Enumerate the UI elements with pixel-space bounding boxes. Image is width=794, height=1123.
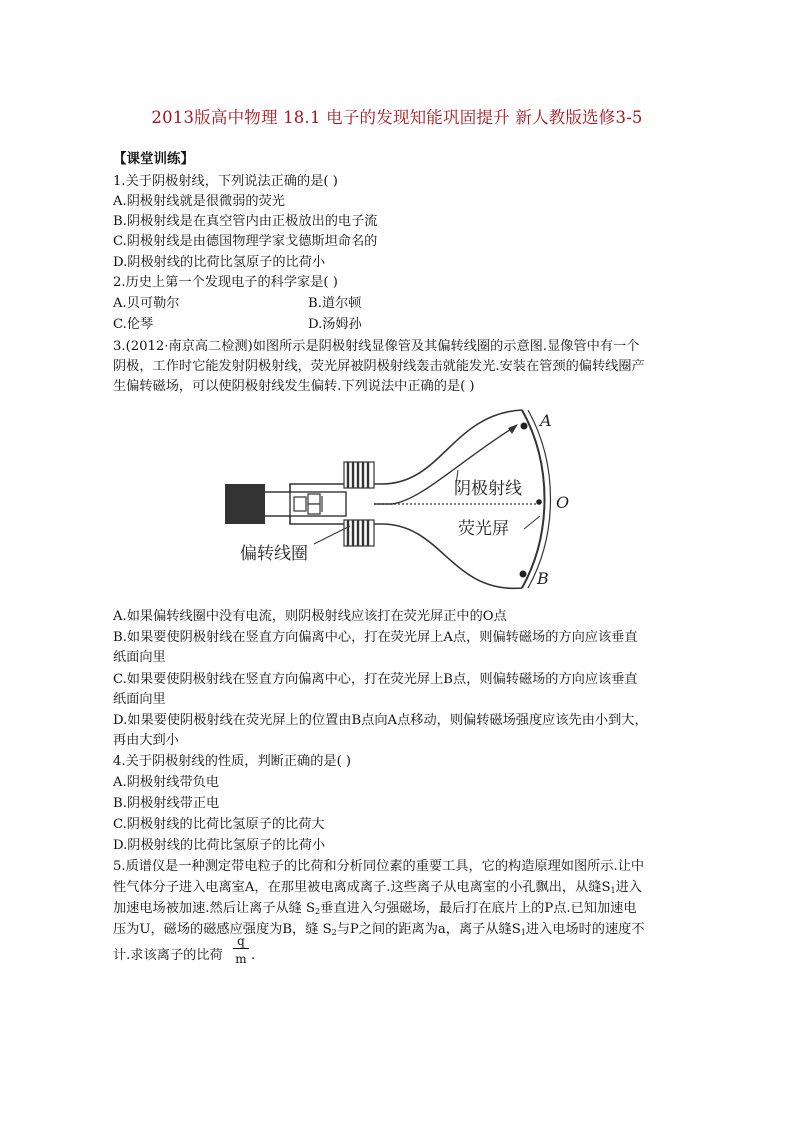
- point-b-dot: [520, 571, 527, 578]
- q3-stem-line1: 3.(2012·南京高二检测)如图所示是阴极射线显像管及其偏转线圈的示意图.显像管中有一个: [113, 339, 640, 354]
- q3-option-a: A.如果偏转线圈中没有电流，则阴极射线应该打在荧光屏正中的O点: [113, 609, 507, 624]
- fluorescent-screen: [522, 410, 545, 588]
- q5-period: .: [251, 948, 256, 963]
- q5-line5: 计.求该离子的比荷: [113, 948, 223, 963]
- screen-label-leader: [524, 516, 540, 529]
- label-screen: 荧光屏: [458, 519, 509, 539]
- gun-electrode-1: [294, 497, 306, 511]
- q1-option-b: B.阴极射线是在真空管内由正极放出的电子流: [113, 214, 378, 229]
- q4-option-c: C.阴极射线的比荷比氢原子的比荷大: [113, 817, 325, 832]
- q4-option-d: D.阴极射线的比荷比氢原子的比荷小: [113, 838, 326, 853]
- q5-line3: 加速电场被加速.然后让离子从缝 $S_2$垂直进入匀强磁场，最后打在底片上的P点.已知加速电: [113, 901, 637, 916]
- q2-option-b: B.道尔顿: [308, 296, 362, 311]
- crt-figure: [222, 404, 582, 590]
- q3-stem-line2: 阴极，工作时它能发射阴极射线，荧光屏被阴极射线轰击就能发光.安装在管颈的偏转线圈产: [113, 359, 645, 374]
- gun-electrode-2: [308, 494, 320, 504]
- q5-line2: 性气体分子进入电离室A，在那里被电离成离子.这些离子从电离室的小孔飘出，从缝$S_1$进入: [113, 880, 642, 895]
- point-a-dot: [521, 423, 528, 430]
- q3-option-c-line1: C.如果要使阴极射线在竖直方向偏离中心，打在荧光屏上B点，则偏转磁场的方向应该垂直: [113, 672, 638, 687]
- fraction-numerator: q: [233, 935, 249, 949]
- cathode-block: [225, 484, 265, 524]
- gun-electrode-3: [308, 504, 320, 514]
- q2-option-c: C.伦琴: [113, 317, 154, 332]
- q1-option-a: A.阴极射线就是很微弱的荧光: [113, 194, 285, 209]
- q2-stem: 2.历史上第一个发现电子的科学家是( ): [113, 275, 338, 290]
- q3-stem-line3: 生偏转磁场，可以使阴极射线发生偏转.下列说法中正确的是( ): [113, 379, 475, 394]
- q1-option-d: D.阴极射线的比荷比氢原子的比荷小: [113, 255, 326, 270]
- label-cathode-ray: 阴极射线: [454, 479, 522, 499]
- q5-line1: 5.质谱仪是一种测定带电粒子的比荷和分析同位素的重要工具，它的构造原理如图所示.让中: [113, 859, 645, 874]
- q2-option-a: A.贝可勒尔: [113, 296, 180, 311]
- deflection-coil-bottom: [344, 520, 374, 546]
- label-point-a: A: [540, 411, 552, 430]
- q4-stem: 4.关于阴极射线的性质，判断正确的是( ): [113, 754, 352, 769]
- q3-option-c-line2: 纸面向里: [113, 692, 166, 707]
- tube-bulb-upper: [382, 410, 522, 484]
- label-deflection-coil: 偏转线圈: [240, 544, 308, 564]
- fraction-denominator: m: [235, 952, 247, 966]
- q4-option-b: B.阴极射线带正电: [113, 796, 220, 811]
- label-point-b: B: [537, 569, 549, 588]
- document-title: 2013版高中物理 18.1 电子的发现知能巩固提升 新人教版选修3-5: [151, 108, 643, 127]
- q3-option-d-line1: D.如果要使阴极射线在荧光屏上的位置由B点向A点移动，则偏转磁场强度应该先由小到大，: [113, 713, 648, 728]
- q3-option-b-line2: 纸面向里: [113, 650, 166, 665]
- deflection-coil-top: [344, 462, 374, 488]
- point-o-dot: [536, 499, 542, 505]
- screen-outer-edge: [528, 410, 551, 588]
- label-point-o: O: [556, 493, 570, 512]
- ray-arrowhead: [508, 424, 518, 434]
- neck-outline-top: [265, 484, 342, 492]
- section-heading: 【课堂训练】: [113, 151, 194, 167]
- q2-option-d: D.汤姆孙: [308, 317, 362, 332]
- neck-outline-bottom: [265, 516, 342, 524]
- q1-stem: 1.关于阴极射线，下列说法正确的是( ): [113, 174, 338, 189]
- q3-option-b-line1: B.如果要使阴极射线在竖直方向偏离中心，打在荧光屏上A点，则偏转磁场的方向应该垂直: [113, 630, 638, 645]
- q4-option-a: A.阴极射线带负电: [113, 775, 220, 790]
- q3-option-d-line2: 再由大到小: [113, 733, 179, 748]
- q1-option-c: C.阴极射线是由德国物理学家戈德斯坦命名的: [113, 234, 378, 249]
- q5-line4: 压为U，磁场的磁感应强度为B，缝 $S_2$与P之间的距离为a，离子从缝$S_1$进入电场时的速度不: [113, 922, 645, 937]
